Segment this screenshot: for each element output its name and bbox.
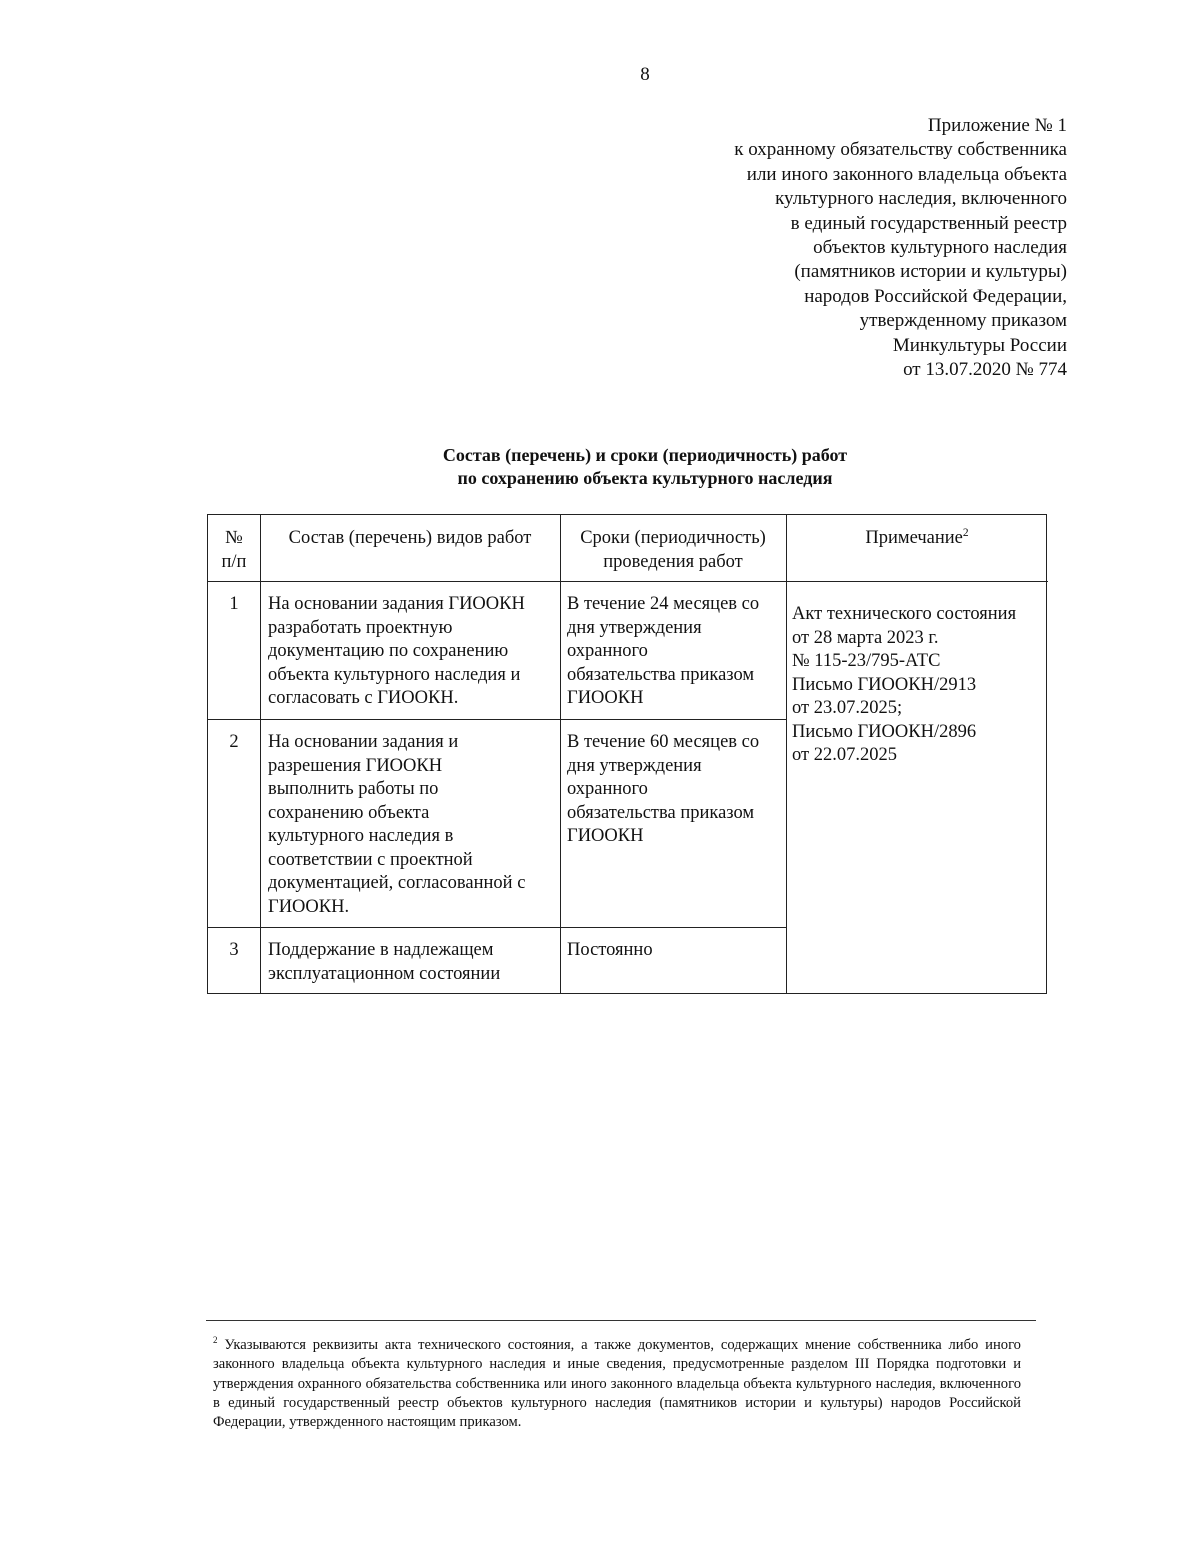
appendix-line: в единый государственный реестр: [790, 212, 1067, 234]
row-1-works: На основании задания ГИООКН разработать проектную документацию по сохранению объекта культурного наследия и согласовать с ГИООКН.: [268, 594, 525, 708]
row-1-num: 1: [229, 594, 239, 614]
footnote-mark: 2: [213, 1335, 218, 1346]
header-num: № п/п: [221, 528, 247, 572]
appendix-line: к охранному обязательству собственника: [734, 139, 1067, 161]
row-2-works: На основании задания и разрешения ГИООКН выполнить работы по сохранению объекта культурного наследия в соответствии с проектной документацией, согласованной с ГИООКН.: [268, 732, 526, 917]
row-3-works: Поддержание в надлежащем эксплуатационном состоянии: [268, 940, 501, 984]
page-number: 8: [640, 64, 650, 85]
works-table: [207, 514, 1047, 994]
header-terms: Сроки (периодичность) проведения работ: [580, 528, 766, 572]
appendix-line: утвержденному приказом: [859, 310, 1067, 332]
header-works: Состав (перечень) видов работ: [288, 528, 532, 548]
footnote: [213, 1336, 1021, 1432]
header-note: Примечание$^2$: [865, 526, 969, 548]
title-line: Состав (перечень) и сроки (периодичность) работ: [442, 445, 848, 465]
appendix-line: объектов культурного наследия: [813, 237, 1067, 259]
appendix-line: (памятников истории и культуры): [794, 261, 1067, 283]
note-cell: Акт технического состояния от 28 марта 2023 г. № 115-23/795-АТС Письмо ГИООКН/2913 от 23.07.2025; Письмо ГИООКН/2896 от 22.07.2025: [792, 604, 1017, 765]
appendix-line: от 13.07.2020 № 774: [903, 359, 1067, 381]
column-divider: [260, 515, 261, 993]
row-1-terms: В течение 24 месяцев со дня утверждения охранного обязательства приказом ГИООКН: [567, 594, 760, 708]
title-line: по сохранению объекта культурного наследия: [457, 468, 833, 488]
row-2-terms: В течение 60 месяцев со дня утверждения охранного обязательства приказом ГИООКН: [567, 732, 760, 846]
document-title: [0, 444, 1200, 490]
row-3-terms: Постоянно: [567, 940, 653, 960]
row-divider: [208, 927, 786, 928]
appendix-line: или иного законного владельца объекта: [746, 163, 1067, 185]
column-divider: [560, 515, 561, 993]
row-divider: [208, 581, 1048, 582]
footnote-separator: [206, 1320, 1036, 1321]
appendix-line: культурного наследия, включенного: [775, 188, 1067, 210]
appendix-line: народов Российской Федерации,: [804, 285, 1067, 307]
row-3-num: 3: [229, 940, 239, 960]
row-divider: [208, 719, 786, 720]
footnote-text: Указываются реквизиты акта технического состояния, а также документов, содержащих мнение собственника либо иного законного владельца объекта культурного наследия и иные сведения, предусмотренные разделом III Порядка подготовки и утверждения охранного обязательства собственника или иного законного владельца объекта культурного наследия, включенного в единый государственный реестр объектов культурного наследия (памятников истории и культуры) народов Российской Федерации, утвержденного настоящим приказом.: [213, 1337, 1021, 1431]
row-2-num: 2: [229, 732, 239, 752]
appendix-header: [734, 114, 1067, 382]
appendix-line: Приложение № 1: [927, 115, 1067, 136]
footnote-ref: 2: [962, 526, 969, 539]
appendix-line: Минкультуры России: [892, 334, 1067, 356]
